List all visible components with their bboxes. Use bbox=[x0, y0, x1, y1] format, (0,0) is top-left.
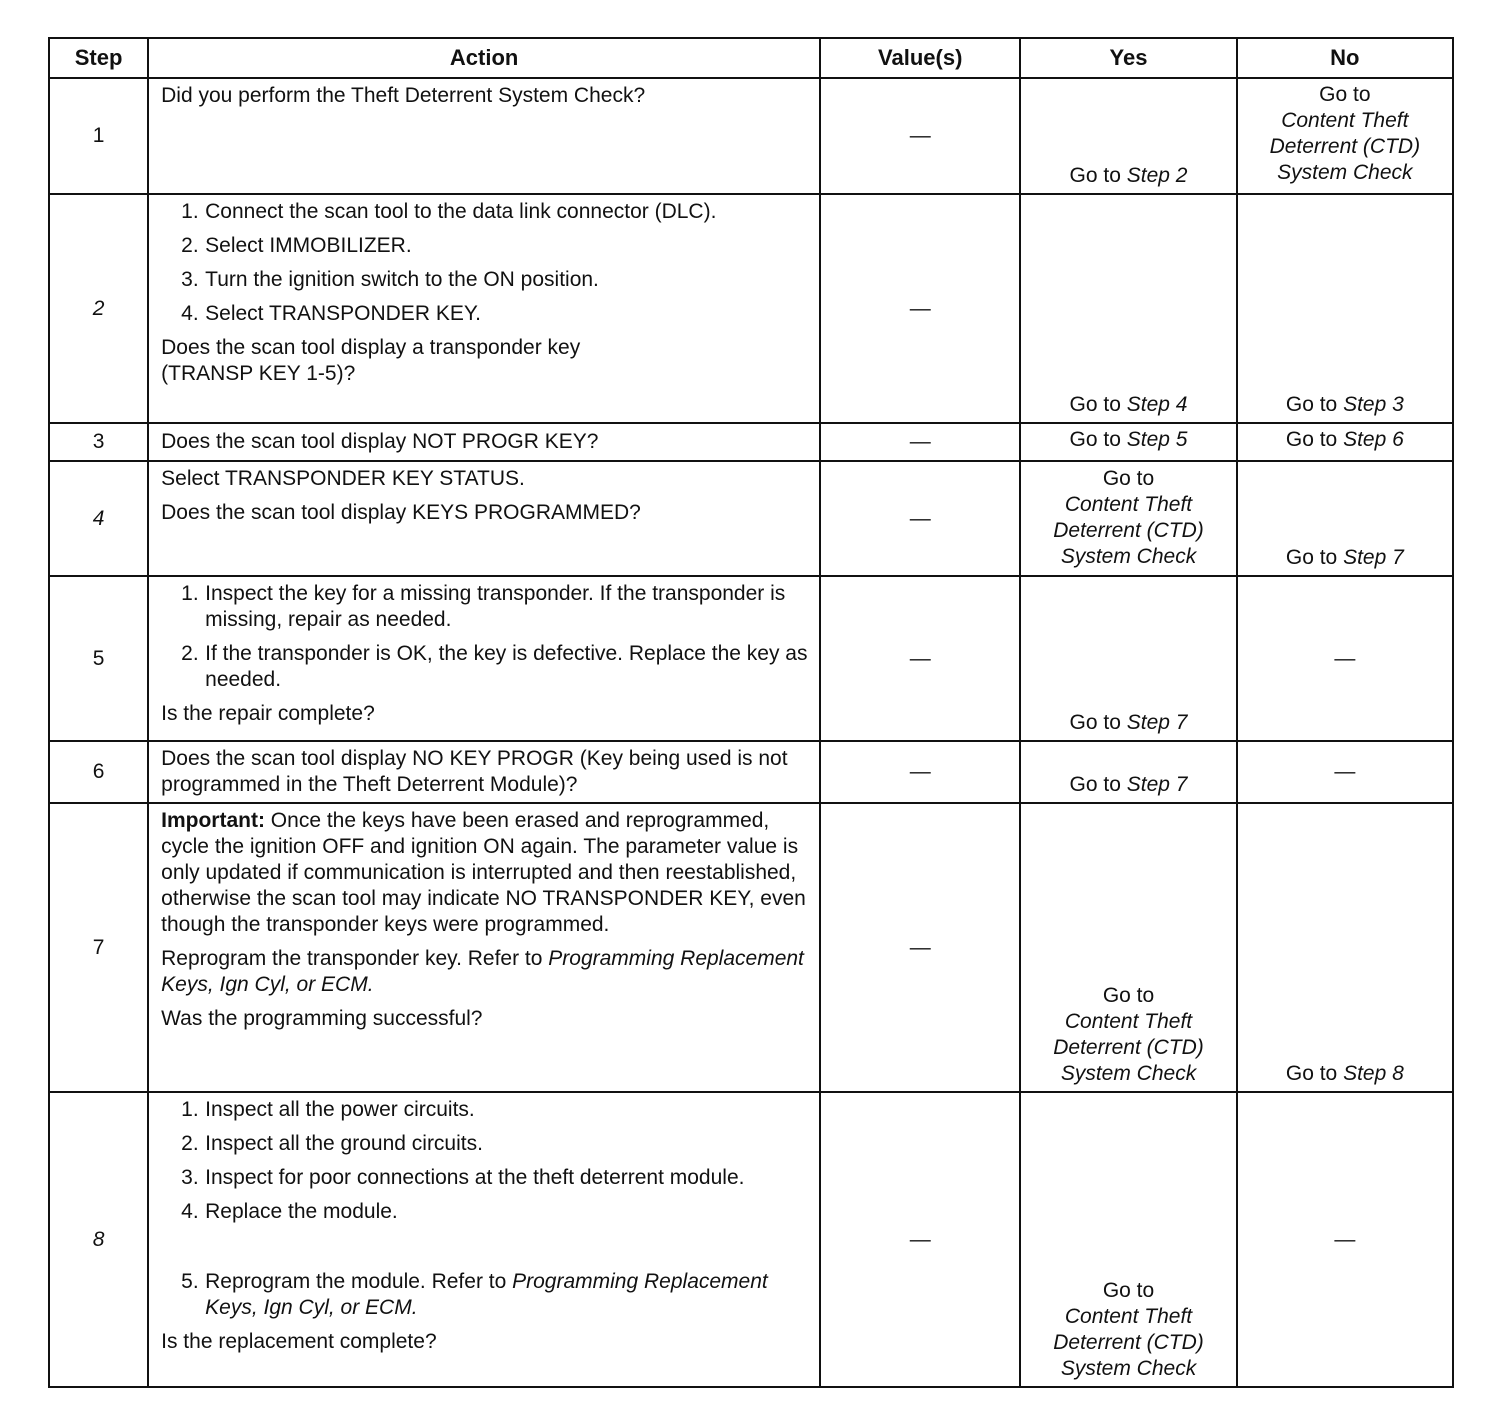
step-num: 1. bbox=[181, 582, 199, 605]
action-step bbox=[161, 301, 811, 327]
step-text: Turn the ignition switch to the ON position. bbox=[205, 268, 599, 291]
action-cell bbox=[148, 576, 820, 741]
action-step bbox=[161, 1097, 811, 1123]
step-text: If the transponder is OK, the key is defective. Replace the key as needed. bbox=[205, 642, 808, 691]
ctd-line: Deterrent (CTD) bbox=[1053, 1036, 1204, 1059]
ctd-line: Content Theft bbox=[1281, 109, 1409, 132]
important-label: Important: bbox=[161, 809, 265, 832]
step-number: 4 bbox=[49, 461, 148, 576]
step-num: 3. bbox=[181, 1166, 199, 1189]
action-question: Does the scan tool display NO KEY PROGR (Key being used is not programmed in the Theft Deterrent Module)? bbox=[161, 747, 788, 796]
action-cell bbox=[148, 78, 820, 194]
action-instruction bbox=[161, 946, 811, 998]
yes-go-text: Go to bbox=[1069, 428, 1121, 451]
yes-step-link[interactable]: Step 4 bbox=[1126, 393, 1188, 416]
action-step bbox=[161, 267, 811, 293]
ctd-system-check-link[interactable] bbox=[1027, 1304, 1229, 1382]
ctd-system-check-link[interactable] bbox=[1027, 492, 1229, 570]
yes-go-text: Go to bbox=[1069, 773, 1121, 796]
action-step bbox=[161, 581, 811, 633]
step-num: 4. bbox=[181, 302, 199, 325]
action-steps bbox=[161, 199, 811, 327]
step-number: 7 bbox=[49, 803, 148, 1092]
ctd-line: Content Theft bbox=[1064, 493, 1193, 516]
header-action: Action bbox=[148, 38, 820, 78]
action-step bbox=[161, 641, 811, 693]
no-go-text: Go to bbox=[1285, 546, 1338, 569]
action-question: Is the repair complete? bbox=[161, 702, 375, 725]
action-instruction: Select TRANSPONDER KEY STATUS. bbox=[161, 467, 525, 490]
step-number: 3 bbox=[49, 423, 148, 461]
ctd-line: Deterrent (CTD) bbox=[1053, 1331, 1204, 1354]
table-row bbox=[49, 423, 1453, 461]
step-number: 6 bbox=[49, 741, 148, 803]
step-number: 8 bbox=[49, 1092, 148, 1387]
yes-cell bbox=[1020, 1092, 1236, 1387]
yes-step-link[interactable]: Step 2 bbox=[1126, 164, 1188, 187]
important-text: Once the keys have been erased and reprogrammed, cycle the ignition OFF and ignition ON again. The parameter value is only updated if communication is interrupted and then reestablished, otherwise the scan tool may indicate NO TRANSPONDER KEY, even though the transponder keys were programmed. bbox=[161, 809, 806, 936]
value-cell: — bbox=[820, 741, 1020, 803]
step-text: Reprogram the module. Refer to bbox=[205, 1270, 513, 1293]
action-step bbox=[161, 199, 811, 225]
step-text: Select TRANSPONDER KEY. bbox=[205, 302, 481, 325]
step-text: Connect the scan tool to the data link connector (DLC). bbox=[205, 200, 717, 223]
value-cell: — bbox=[820, 194, 1020, 423]
step-num: 2. bbox=[181, 642, 199, 665]
value-cell: — bbox=[820, 78, 1020, 194]
yes-go-text: Go to bbox=[1069, 711, 1121, 734]
yes-step-link[interactable]: Step 7 bbox=[1126, 711, 1188, 734]
yes-cell bbox=[1020, 576, 1236, 741]
action-cell bbox=[148, 803, 820, 1092]
list-spacer bbox=[161, 1233, 811, 1261]
action-step bbox=[161, 1269, 811, 1321]
value-cell: — bbox=[820, 461, 1020, 576]
table-row bbox=[49, 194, 1453, 423]
no-go-text: Go to bbox=[1319, 83, 1371, 106]
programming-reference-link[interactable]: Programming Replacement Keys, Ign Cyl, or ECM. bbox=[161, 947, 804, 996]
action-steps bbox=[161, 1097, 811, 1321]
no-step-link[interactable]: Step 8 bbox=[1343, 1062, 1404, 1085]
ctd-line: Content Theft bbox=[1064, 1010, 1193, 1033]
step-num: 5. bbox=[181, 1270, 199, 1293]
yes-cell bbox=[1020, 78, 1236, 194]
header-yes: Yes bbox=[1020, 38, 1236, 78]
ctd-line: Content Theft bbox=[1064, 1305, 1193, 1328]
action-cell bbox=[148, 461, 820, 576]
header-values: Value(s) bbox=[820, 38, 1020, 78]
header-row bbox=[49, 38, 1453, 78]
no-step-link[interactable]: Step 3 bbox=[1343, 393, 1404, 416]
action-question: Does the scan tool display a transponder key (TRANSP KEY 1-5)? bbox=[161, 336, 581, 385]
action-cell bbox=[148, 423, 820, 461]
header-step: Step bbox=[49, 38, 148, 78]
step-num: 2. bbox=[181, 234, 199, 257]
no-cell: — bbox=[1237, 576, 1453, 741]
ctd-system-check-link[interactable] bbox=[1244, 108, 1446, 186]
yes-step-link[interactable]: Step 7 bbox=[1126, 773, 1188, 796]
step-num: 1. bbox=[181, 200, 199, 223]
action-cell bbox=[148, 194, 820, 423]
action-cell bbox=[148, 741, 820, 803]
no-cell: — bbox=[1237, 741, 1453, 803]
step-text: Inspect all the power circuits. bbox=[205, 1098, 475, 1121]
action-question: Was the programming successful? bbox=[161, 1007, 483, 1030]
step-text: Inspect the key for a missing transponder. If the transponder is missing, repair as needed. bbox=[205, 582, 786, 631]
action-steps bbox=[161, 581, 811, 693]
yes-go-text: Go to bbox=[1102, 1279, 1155, 1302]
yes-cell bbox=[1020, 423, 1236, 461]
no-cell bbox=[1237, 803, 1453, 1092]
table-row bbox=[49, 461, 1453, 576]
no-cell bbox=[1237, 194, 1453, 423]
no-go-text: Go to bbox=[1285, 393, 1338, 416]
step-number: 1 bbox=[49, 78, 148, 194]
value-cell: — bbox=[820, 423, 1020, 461]
step-text: Inspect for poor connections at the theft deterrent module. bbox=[205, 1166, 745, 1189]
no-go-text: Go to bbox=[1285, 428, 1338, 451]
step-text: Replace the module. bbox=[205, 1200, 398, 1223]
value-cell: — bbox=[820, 803, 1020, 1092]
step-num: 2. bbox=[181, 1132, 199, 1155]
instruction-text: Reprogram the transponder key. Refer to bbox=[161, 947, 549, 970]
no-cell: — bbox=[1237, 1092, 1453, 1387]
programming-reference-link[interactable]: Programming Replacement Keys, Ign Cyl, or ECM. bbox=[205, 1270, 768, 1319]
important-note bbox=[161, 808, 811, 938]
ctd-line: Deterrent (CTD) bbox=[1269, 135, 1421, 158]
yes-cell bbox=[1020, 803, 1236, 1092]
yes-go-text: Go to bbox=[1069, 393, 1121, 416]
step-number: 5 bbox=[49, 576, 148, 741]
step-text: Inspect all the ground circuits. bbox=[205, 1132, 483, 1155]
ctd-line: System Check bbox=[1060, 1062, 1197, 1085]
table-row bbox=[49, 803, 1453, 1092]
action-step bbox=[161, 233, 811, 259]
ctd-line: Deterrent (CTD) bbox=[1053, 519, 1204, 542]
action-step bbox=[161, 1165, 811, 1191]
ctd-system-check-link[interactable] bbox=[1027, 1009, 1229, 1087]
step-number: 2 bbox=[49, 194, 148, 423]
yes-go-text: Go to bbox=[1102, 984, 1155, 1007]
no-cell bbox=[1237, 78, 1453, 194]
step-num: 1. bbox=[181, 1098, 199, 1121]
action-question: Is the replacement complete? bbox=[161, 1330, 437, 1353]
yes-go-text: Go to bbox=[1102, 467, 1155, 490]
action-question: Does the scan tool display NOT PROGR KEY? bbox=[161, 430, 599, 453]
step-num: 3. bbox=[181, 268, 199, 291]
table-row bbox=[49, 741, 1453, 803]
action-question: Did you perform the Theft Deterrent System Check? bbox=[161, 84, 646, 107]
table-row bbox=[49, 78, 1453, 194]
action-cell bbox=[148, 1092, 820, 1387]
yes-step-link[interactable]: Step 5 bbox=[1126, 428, 1188, 451]
action-step bbox=[161, 1131, 811, 1157]
yes-cell bbox=[1020, 194, 1236, 423]
diagnostic-table bbox=[48, 37, 1454, 1388]
action-step bbox=[161, 1199, 811, 1225]
step-text: Select IMMOBILIZER. bbox=[205, 234, 412, 257]
no-step-link[interactable]: Step 7 bbox=[1343, 546, 1404, 569]
yes-cell bbox=[1020, 461, 1236, 576]
no-cell bbox=[1237, 423, 1453, 461]
table-row bbox=[49, 1092, 1453, 1387]
yes-go-text: Go to bbox=[1069, 164, 1121, 187]
value-cell: — bbox=[820, 576, 1020, 741]
yes-cell bbox=[1020, 741, 1236, 803]
step-num: 4. bbox=[181, 1200, 199, 1223]
table-row bbox=[49, 576, 1453, 741]
value-cell: — bbox=[820, 1092, 1020, 1387]
action-question: Does the scan tool display KEYS PROGRAMMED? bbox=[161, 501, 641, 524]
ctd-line: System Check bbox=[1277, 161, 1413, 184]
ctd-line: System Check bbox=[1060, 545, 1197, 568]
no-step-link[interactable]: Step 6 bbox=[1343, 428, 1404, 451]
no-cell bbox=[1237, 461, 1453, 576]
ctd-line: System Check bbox=[1060, 1357, 1197, 1380]
header-no: No bbox=[1237, 38, 1453, 78]
no-go-text: Go to bbox=[1285, 1062, 1338, 1085]
